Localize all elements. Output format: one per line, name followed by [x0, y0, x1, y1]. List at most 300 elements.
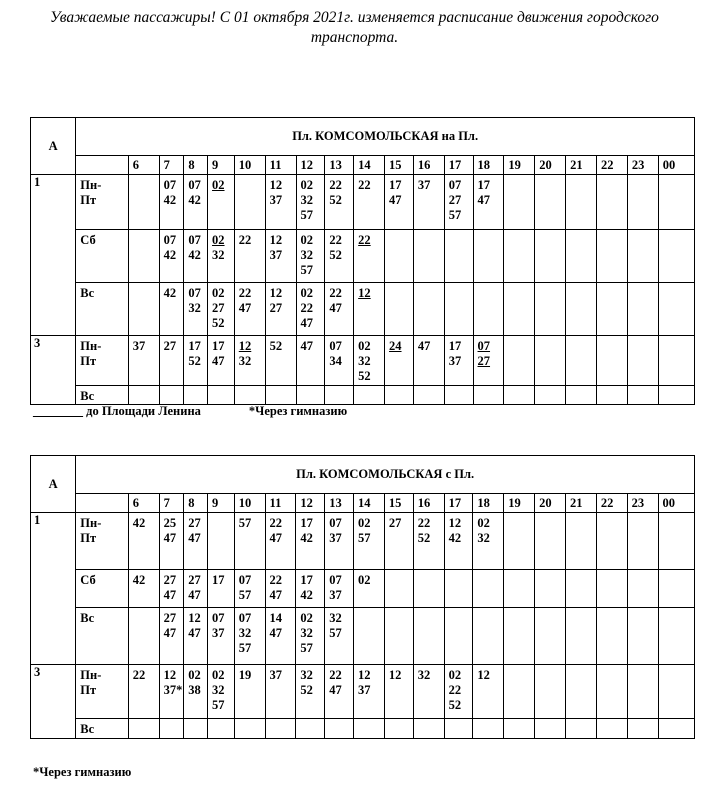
departure-minute: 27 [188, 516, 201, 530]
hour-header: 17 [444, 494, 473, 513]
departure-minute: 32 [329, 611, 342, 625]
departure-cell [535, 283, 566, 336]
departure-cell [473, 570, 504, 608]
departure-minute: 47 [269, 588, 283, 602]
hour-header: 19 [504, 494, 535, 513]
departure-cell [184, 719, 208, 739]
departure-cell [597, 386, 628, 405]
departure-cell [234, 719, 265, 739]
day-label: Вс [76, 608, 128, 665]
departure-cell [265, 386, 296, 405]
departure-cell [627, 608, 658, 665]
day-label: Вс [76, 386, 129, 405]
departure-minute: 02 [358, 339, 371, 353]
departure-minute: 02 [212, 178, 225, 192]
departure-cell [504, 230, 535, 283]
hour-header: 6 [128, 156, 159, 175]
departure-minute: 52 [212, 316, 225, 330]
departure-minute: 32 [417, 668, 431, 682]
departure-cell [296, 175, 325, 230]
departure-cell [384, 513, 413, 570]
departure-cell [354, 386, 385, 405]
departure-minute: 02 [188, 668, 201, 682]
departure-cell [128, 570, 159, 608]
departure-minute: 12 [163, 668, 177, 682]
departure-minute: 37 [269, 248, 283, 262]
departure-minute: 17 [300, 516, 313, 530]
departure-cell [159, 570, 184, 608]
departure-minute: 52 [300, 683, 313, 697]
departure-cell [159, 336, 184, 386]
schedule-table-to [30, 117, 695, 405]
departure-cell [234, 665, 265, 719]
departure-minute: 37 [269, 668, 283, 682]
day-label: Пн- Пт [76, 336, 129, 386]
footnote-table-2 [33, 765, 131, 780]
departure-cell [473, 386, 504, 405]
departure-minute: 22 [329, 286, 342, 300]
departure-minute: 22 [448, 683, 462, 697]
hour-header: 8 [184, 156, 208, 175]
departure-cell [413, 719, 444, 739]
departure-cell [207, 719, 234, 739]
departure-minute: 32 [300, 193, 314, 207]
departure-cell [658, 175, 694, 230]
departure-minute: 27 [269, 301, 283, 315]
departure-cell [658, 283, 694, 336]
departure-cell [535, 570, 566, 608]
day-label: Пн- Пт [76, 665, 128, 719]
departure-minute: 07 [211, 611, 225, 625]
departure-cell [354, 608, 385, 665]
departure-cell [535, 513, 566, 570]
departure-cell [208, 283, 235, 336]
departure-cell [265, 230, 296, 283]
departure-minute: 52 [329, 248, 342, 262]
notice-line-1: Уважаемые пассажиры! С 01 октября 2021г. изменяется расписание движения городского [50, 9, 659, 26]
departure-cell [265, 336, 296, 386]
departure-minute: 17 [212, 339, 225, 353]
hour-header: 00 [658, 494, 694, 513]
departure-cell [184, 283, 208, 336]
departure-cell [159, 230, 184, 283]
departure-cell [184, 665, 208, 719]
departure-cell [413, 513, 444, 570]
departure-cell [566, 386, 597, 405]
day-label: Сб [76, 570, 128, 608]
departure-minute: 47 [329, 683, 342, 697]
departure-cell [234, 175, 265, 230]
departure-cell [128, 336, 159, 386]
schedule-row [31, 175, 695, 230]
departure-minute: 22 [329, 668, 342, 682]
departure-cell [385, 230, 414, 283]
departure-minute: 47 [188, 626, 201, 640]
departure-minute: 22 [132, 668, 146, 682]
departure-cell [627, 513, 658, 570]
departure-minute: 27 [163, 339, 177, 353]
hours-row [31, 494, 695, 513]
departure-minute: 17 [477, 178, 491, 192]
departure-cell [504, 386, 535, 405]
departure-minute: 37 [132, 339, 146, 353]
hour-header: 21 [566, 156, 597, 175]
departure-cell [413, 386, 444, 405]
hour-header: 10 [234, 494, 265, 513]
hour-header: 11 [265, 156, 296, 175]
hour-header: 20 [535, 494, 566, 513]
departure-minute: 37 [329, 588, 342, 602]
departure-cell [384, 665, 413, 719]
hour-header: 7 [159, 156, 184, 175]
departure-minute: 07 [329, 573, 342, 587]
departure-cell [444, 386, 473, 405]
departure-cell [207, 665, 234, 719]
departure-cell [658, 513, 694, 570]
title-row [31, 456, 695, 494]
departure-minute: 42 [188, 193, 201, 207]
departure-minute: 47 [477, 193, 491, 207]
departure-cell [627, 230, 658, 283]
departure-minute: 57 [358, 531, 371, 545]
departure-cell [296, 386, 325, 405]
departure-minute: 17 [211, 573, 225, 587]
hour-header: 16 [413, 156, 444, 175]
departure-cell [128, 175, 159, 230]
departure-minute: 42 [300, 588, 313, 602]
departure-cell [184, 513, 208, 570]
departure-minute: 47 [163, 531, 177, 545]
departure-cell [504, 570, 535, 608]
hour-header: 14 [354, 494, 385, 513]
departure-minute: 17 [448, 339, 462, 353]
departure-cell [627, 386, 658, 405]
departure-minute: 22 [358, 178, 371, 192]
hour-header: 12 [296, 494, 325, 513]
departure-cell [325, 336, 354, 386]
departure-cell [413, 283, 444, 336]
hour-header: 16 [413, 494, 444, 513]
departure-cell [325, 513, 354, 570]
departure-cell [597, 336, 628, 386]
departure-minute: 47 [163, 588, 177, 602]
hour-header: 8 [184, 494, 208, 513]
hour-header: 22 [597, 156, 628, 175]
departure-minute: 57 [300, 208, 314, 222]
departure-cell [413, 665, 444, 719]
departure-cell [565, 570, 596, 608]
departure-minute: 32 [188, 301, 201, 315]
departure-cell [504, 336, 535, 386]
departure-cell [413, 230, 444, 283]
departure-minute: 57 [300, 641, 313, 655]
departure-minute: 07 [163, 178, 177, 192]
departure-minute: 02 [211, 668, 225, 682]
departure-minute: 27 [212, 301, 225, 315]
hour-header: 10 [234, 156, 265, 175]
departure-cell [296, 513, 325, 570]
departure-minute: 02 [358, 573, 371, 587]
hour-header: 9 [208, 156, 235, 175]
departure-minute: 37 [448, 354, 462, 368]
departure-cell [234, 336, 265, 386]
departure-cell [325, 230, 354, 283]
departure-minute: 57 [329, 626, 342, 640]
departure-cell [504, 665, 535, 719]
day-label: Сб [76, 230, 129, 283]
departure-minute: 22 [358, 233, 371, 247]
departure-minute: 02 [448, 668, 462, 682]
departure-minute: 22 [238, 286, 252, 300]
departure-cell [354, 230, 385, 283]
departure-minute: 42 [448, 531, 462, 545]
departure-minute: 22 [300, 301, 314, 315]
hour-header: 23 [627, 494, 658, 513]
departure-cell [627, 283, 658, 336]
departure-cell [596, 719, 627, 739]
departure-minute: 47 [269, 531, 283, 545]
departure-cell [565, 608, 596, 665]
schedule-row [31, 283, 695, 336]
departure-cell [658, 336, 694, 386]
footnote-gymnasium-2: *Через гимназию [33, 765, 132, 779]
departure-minute: 27 [163, 611, 177, 625]
departure-cell [354, 719, 385, 739]
departure-cell [444, 175, 473, 230]
departure-cell [385, 175, 414, 230]
departure-minute: 12 [388, 668, 402, 682]
departure-cell [658, 719, 694, 739]
departure-cell [207, 513, 234, 570]
hour-header: 6 [128, 494, 159, 513]
departure-cell [385, 386, 414, 405]
departure-minute: 27 [388, 516, 402, 530]
hour-header: 21 [565, 494, 596, 513]
schedule-row [31, 719, 695, 739]
departure-minute: 07 [329, 516, 342, 530]
departure-minute: 52 [269, 339, 283, 353]
departure-minute: 34 [329, 354, 342, 368]
departure-cell [234, 570, 265, 608]
schedule-row [31, 570, 695, 608]
hour-header: 22 [596, 494, 627, 513]
departure-cell [184, 386, 208, 405]
departure-minute: 07 [163, 233, 177, 247]
departure-minute: 37 [269, 193, 283, 207]
departure-cell [658, 230, 694, 283]
departure-cell [384, 570, 413, 608]
departure-cell [208, 386, 235, 405]
departure-cell [535, 608, 566, 665]
departure-cell [234, 283, 265, 336]
departure-cell [504, 608, 535, 665]
hour-header: 14 [354, 156, 385, 175]
departure-minute: 37 [417, 178, 431, 192]
departure-minute: 22 [329, 233, 342, 247]
route-number: 3 [31, 665, 76, 739]
departure-cell [596, 513, 627, 570]
departure-cell [385, 336, 414, 386]
departure-cell [658, 665, 694, 719]
departure-minute: 12 [477, 668, 490, 682]
departure-minute: 47 [269, 626, 283, 640]
departure-cell [627, 570, 658, 608]
departure-cell [565, 513, 596, 570]
departure-cell [504, 513, 535, 570]
departure-cell [535, 336, 566, 386]
route-number: 3 [31, 336, 76, 405]
departure-cell [184, 570, 208, 608]
departure-cell [159, 175, 184, 230]
hour-header: 9 [207, 494, 234, 513]
departure-cell [184, 608, 208, 665]
departure-minute: 22 [329, 178, 342, 192]
hour-header: 15 [385, 156, 414, 175]
departure-minute: 42 [132, 573, 146, 587]
hours-row [31, 156, 695, 175]
departure-cell [566, 283, 597, 336]
day-label: Пн- Пт [76, 175, 129, 230]
departure-cell [535, 230, 566, 283]
departure-cell [128, 719, 159, 739]
departure-cell [296, 665, 325, 719]
departure-cell [596, 570, 627, 608]
departure-minute: 07 [477, 339, 491, 353]
departure-cell [325, 665, 354, 719]
departure-cell [325, 386, 354, 405]
departure-minute: 07 [448, 178, 462, 192]
departure-cell [444, 283, 473, 336]
departure-minute: 57 [238, 516, 252, 530]
departure-cell [265, 719, 296, 739]
departure-cell [265, 175, 296, 230]
departure-cell [444, 608, 473, 665]
schedule-row [31, 513, 695, 570]
departure-cell [234, 608, 265, 665]
departure-minute: 47 [329, 301, 342, 315]
hours-blank-cell [76, 156, 129, 175]
departure-cell [504, 719, 535, 739]
departure-minute: 22 [417, 516, 431, 530]
departure-minute: 22 [238, 233, 252, 247]
departure-cell [208, 175, 235, 230]
schedule-table-from [30, 455, 695, 739]
departure-minute: 32 [238, 626, 252, 640]
departure-minute: 32 [300, 668, 313, 682]
departure-cell [159, 283, 184, 336]
corner-label: А [31, 118, 76, 175]
departure-cell [325, 719, 354, 739]
departure-minute: 42 [163, 286, 177, 300]
hour-header: 18 [473, 494, 504, 513]
departure-cell [128, 283, 159, 336]
departure-minute: 07 [238, 573, 252, 587]
hour-header: 19 [504, 156, 535, 175]
departure-minute: 17 [389, 178, 402, 192]
day-label: Вс [76, 283, 129, 336]
departure-cell [296, 230, 325, 283]
departure-minute: 12 [448, 516, 462, 530]
departure-cell [354, 513, 385, 570]
departure-cell [128, 608, 159, 665]
departure-cell [296, 336, 325, 386]
departure-minute: 47 [188, 531, 201, 545]
departure-minute: 47 [188, 588, 201, 602]
departure-minute: 52 [329, 193, 342, 207]
departure-cell [159, 513, 184, 570]
departure-cell [535, 386, 566, 405]
departure-cell [207, 570, 234, 608]
departure-minute: 32 [300, 248, 314, 262]
table-title: Пл. КОМСОМОЛЬСКАЯ на Пл. [76, 118, 695, 156]
departure-cell [354, 175, 385, 230]
departure-cell [208, 336, 235, 386]
departure-minute: 02 [358, 516, 371, 530]
departure-minute: 12 [188, 611, 201, 625]
departure-cell [473, 665, 504, 719]
departure-cell [296, 283, 325, 336]
departure-minute: 57 [300, 263, 314, 277]
departure-cell [325, 608, 354, 665]
departure-cell [208, 230, 235, 283]
departure-cell [265, 513, 296, 570]
departure-minute: 25 [163, 516, 177, 530]
departure-minute: 02 [212, 233, 225, 247]
departure-cell [473, 175, 504, 230]
departure-cell [596, 608, 627, 665]
departure-minute: 07 [188, 286, 201, 300]
departure-minute: 07 [188, 178, 201, 192]
departure-cell [159, 719, 184, 739]
departure-cell [325, 283, 354, 336]
departure-cell [535, 719, 566, 739]
departure-cell [473, 719, 504, 739]
hour-header: 13 [325, 156, 354, 175]
departure-cell [566, 336, 597, 386]
departure-minute: 02 [300, 286, 314, 300]
departure-minute: 42 [300, 531, 313, 545]
departure-minute: 42 [132, 516, 146, 530]
departure-cell [296, 570, 325, 608]
departure-minute: 27 [163, 573, 177, 587]
departure-cell [265, 665, 296, 719]
schedule-row [31, 665, 695, 719]
hour-header: 20 [535, 156, 566, 175]
route-number: 1 [31, 513, 76, 665]
departure-cell [413, 175, 444, 230]
departure-cell [128, 513, 159, 570]
day-label: Вс [76, 719, 128, 739]
departure-cell [627, 719, 658, 739]
hour-header: 18 [473, 156, 504, 175]
departure-minute: 42 [163, 193, 177, 207]
departure-minute: 32 [238, 354, 252, 368]
departure-cell [444, 719, 473, 739]
departure-cell [535, 665, 566, 719]
departure-minute: 52 [358, 369, 371, 383]
departure-cell [597, 283, 628, 336]
departure-cell [597, 175, 628, 230]
schedule-row [31, 336, 695, 386]
departure-cell [504, 175, 535, 230]
departure-minute: 24 [389, 339, 402, 353]
departure-minute: 57 [238, 641, 252, 655]
departure-cell [565, 719, 596, 739]
departure-minute: 07 [188, 233, 201, 247]
hour-header: 00 [658, 156, 694, 175]
departure-cell [444, 665, 473, 719]
departure-minute: 32 [358, 354, 371, 368]
